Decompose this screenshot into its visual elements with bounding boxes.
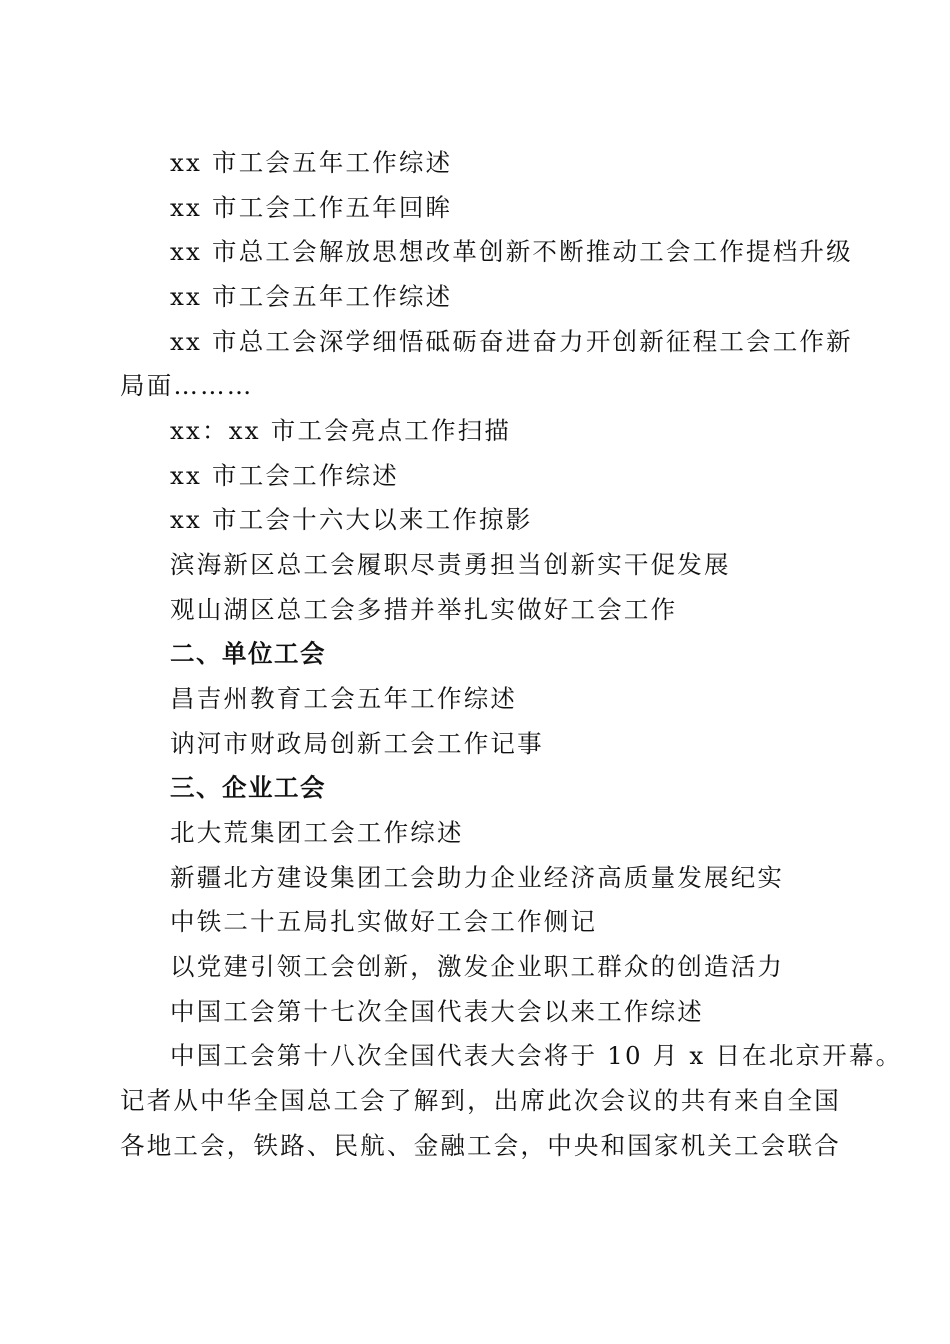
enterprise-union-item-3: 中铁二十五局扎实做好工会工作侧记 xyxy=(170,907,598,936)
unit-union-item-1: 昌吉州教育工会五年工作综述 xyxy=(170,684,518,713)
title-line-7: xx 市工会工作综述 xyxy=(170,461,399,490)
title-line-8: xx 市工会十六大以来工作掠影 xyxy=(170,505,533,534)
body-paragraph-line-1: 中国工会第十八次全国代表大会将于 10 月 x 日在北京开幕。 xyxy=(170,1041,903,1070)
title-line-2: xx 市工会工作五年回眸 xyxy=(170,193,453,222)
title-line-3: xx 市总工会解放思想改革创新不断推动工会工作提档升级 xyxy=(170,237,853,266)
title-line-1: xx 市工会五年工作综述 xyxy=(170,148,453,177)
section-heading-enterprise-unions: 三、企业工会 xyxy=(170,773,326,802)
title-line-5: xx 市总工会深学细悟砥砺奋进奋力开创新征程工会工作新 xyxy=(170,327,853,356)
title-line-9: 滨海新区总工会履职尽责勇担当创新实干促发展 xyxy=(170,550,731,579)
title-line-6: xx：xx 市工会亮点工作扫描 xyxy=(170,416,512,445)
unit-union-item-2: 讷河市财政局创新工会工作记事 xyxy=(170,729,544,758)
enterprise-union-item-5: 中国工会第十七次全国代表大会以来工作综述 xyxy=(170,997,704,1026)
enterprise-union-item-4: 以党建引领工会创新，激发企业职工群众的创造活力 xyxy=(170,952,785,981)
title-line-5-continued: 局面……… xyxy=(120,371,254,400)
title-line-4: xx 市工会五年工作综述 xyxy=(170,282,453,311)
enterprise-union-item-2: 新疆北方建设集团工会助力企业经济高质量发展纪实 xyxy=(170,863,785,892)
section-heading-unit-unions: 二、单位工会 xyxy=(170,639,326,668)
body-paragraph-line-3: 各地工会，铁路、民航、金融工会，中央和国家机关工会联合 xyxy=(120,1131,841,1160)
enterprise-union-item-1: 北大荒集团工会工作综述 xyxy=(170,818,464,847)
title-line-10: 观山湖区总工会多措并举扎实做好工会工作 xyxy=(170,595,678,624)
body-paragraph-line-2: 记者从中华全国总工会了解到，出席此次会议的共有来自全国 xyxy=(120,1086,841,1115)
